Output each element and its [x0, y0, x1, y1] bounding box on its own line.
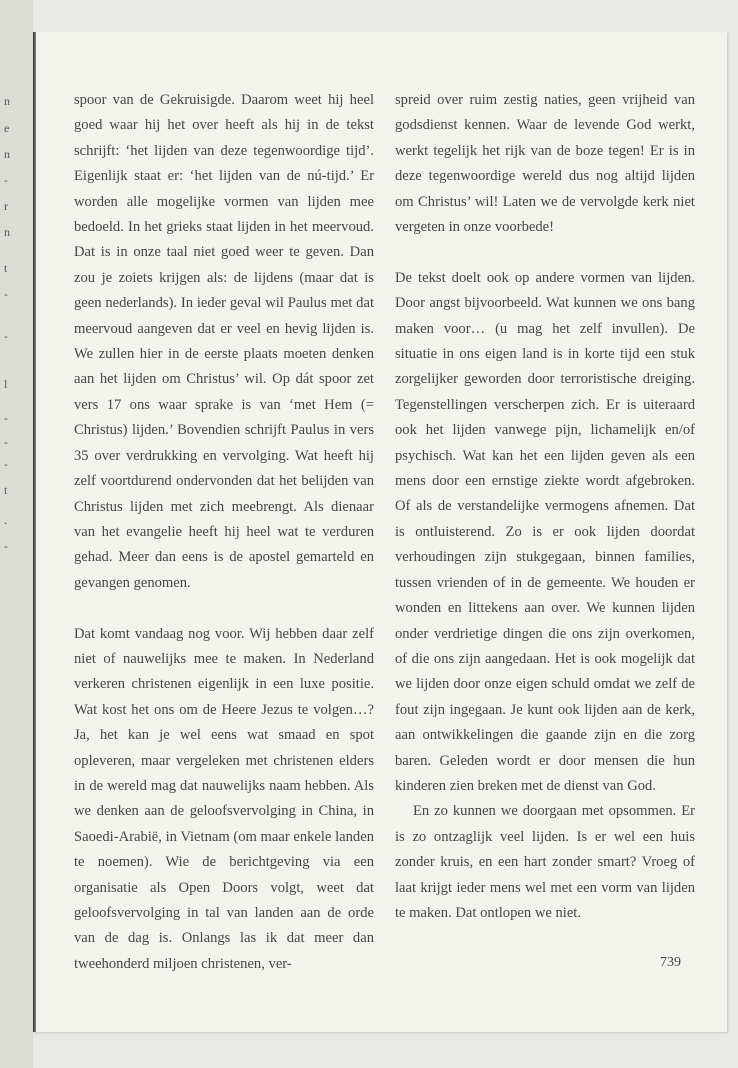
margin-fragment: - — [4, 458, 8, 470]
margin-fragment: t — [4, 262, 8, 274]
margin-fragment: n — [4, 226, 10, 238]
paragraph: En zo kunnen we doorgaan met opsommen. Er is zo ontzaglijk veel lijden. Is er wel een huis zonder kruis, en een hart zonder smart? Vroeg of laat krijgt ieder mens wel met een vorm van lijden te maken. Dat ontlopen we niet. — [395, 803, 695, 921]
margin-fragment: . — [4, 514, 7, 526]
margin-fragment: e — [4, 122, 10, 134]
margin-fragment: - — [4, 412, 8, 424]
margin-fragment: - — [4, 330, 8, 342]
paragraph: spreid over ruim zestig naties, geen vrijheid van godsdienst kennen. Waar de levende God werkt, werkt tegelijk het rijk van de boze tegen! Er is in deze tegenwoordige wereld dus nog altijd lijden om Christus’ wil! Laten we de vervolgde kerk niet vergeten in onze voorbede! — [395, 92, 695, 236]
margin-fragment: t — [4, 484, 8, 496]
margin-fragment: r — [4, 200, 8, 212]
paragraph: De tekst doelt ook op andere vormen van lijden. Door angst bijvoorbeeld. Wat kunnen we ons bang maken voor… (u mag het zelf invullen). De situatie in ons eigen land is in korte tijd een stuk zorgelijker geworden door terroristische dreiging. Tegenstellingen verscherpen zich. Er is uiteraard ook het lijden vanwege pijn, lichamelijk en/of psychisch. Wat kan het een lijden geven als een mens door een ernstige ziekte wordt afgebroken. Of als de verstandelijke vermogens afnemen. Dat is ontluisterend. Zo is er ook lijden doordat verhoudingen zijn stukgegaan, binnen families, tussen vrienden of in de gemeente. We houden er wonden en littekens aan over. We kunnen lijden onder verdrietige dingen die ons zijn overkomen, of die ons zijn aangedaan. Het is ook mogelijk dat we lijden door onze eigen schuld omdat we zelf de fout zijn ingegaan. Je kunt ook lijden aan de kerk, aan ontwikkelingen die gaande zijn en die zorg baren. Geleden wordt er door mensen die hun kinderen zien breken met de dienst van God. — [395, 269, 695, 794]
facing-page-edge — [0, 0, 33, 1068]
page-number: 739 — [660, 955, 681, 970]
margin-fragment: - — [4, 540, 8, 552]
margin-fragment: n — [4, 148, 10, 160]
margin-fragment: n — [4, 95, 10, 107]
page-binding-edge — [33, 32, 36, 1032]
margin-fragment: - — [4, 288, 8, 300]
margin-fragment: - — [4, 436, 8, 448]
paragraph: spoor van de Gekruisigde. Daarom weet hij heel goed waar hij het over heeft als hij in de tekst schrijft: ‘het lijden van deze tegenwoordige tijd’. Eigenlijk staat er: ‘het lijden van de nú-tijd.’ Er worden alle mogelijke vormen van lijden mee bedoeld. In het grieks staat lijden in het meervoud. Dat is in onze taal niet goed weer te geven. Dan zou je zoiets krijgen als: de lijdens (maar dat is geen nederlands). In ieder geval wil Paulus met dat meervoud aangeven dat er veel en hevig lijden is. We zullen hier in de eerste plaats moeten denken aan het lijden om Christus’ wil. Op dát spoor zet vers 17 ons waar sprake is van ‘met Hem (= Christus) lijden.’ Bovendien schrijft Paulus in vers 35 over verdrukking en vervolging. Wat heeft hij zelf voortdurend ondervonden dat het belijden van Christus lijden met zich meebrengt. Als dienaar van het evangelie heeft hij heel wat te verduren gehad. Meer dan eens is de apostel gemarteld en gevangen genomen. — [74, 92, 374, 591]
margin-fragment: - — [4, 174, 8, 186]
paragraph: Dat komt vandaag nog voor. Wij hebben daar zelf niet of nauwelijks mee te maken. In Nederland verkeren christenen eigenlijk in een luxe positie. Wat kost het ons om de Heere Jezus te volgen…? Ja, het kan je wel eens wat smaad en spot opleveren, maar vergeleken met christenen elders in de wereld mag dat nauwelijks naam hebben. Als we denken aan de geloofsvervolging in China, in Saoedi-Arabië, in Vietnam (om maar enkele landen te noemen). Wie de berichtgeving via een organisatie als Open Doors volgt, weet dat geloofsvervolging in tal van landen aan de orde van de dag is. Onlangs las ik dat meer dan tweehonderd miljoen christenen, ver- — [74, 625, 374, 972]
left-column — [74, 88, 374, 977]
right-column — [395, 88, 695, 926]
margin-fragment: l — [4, 378, 8, 390]
